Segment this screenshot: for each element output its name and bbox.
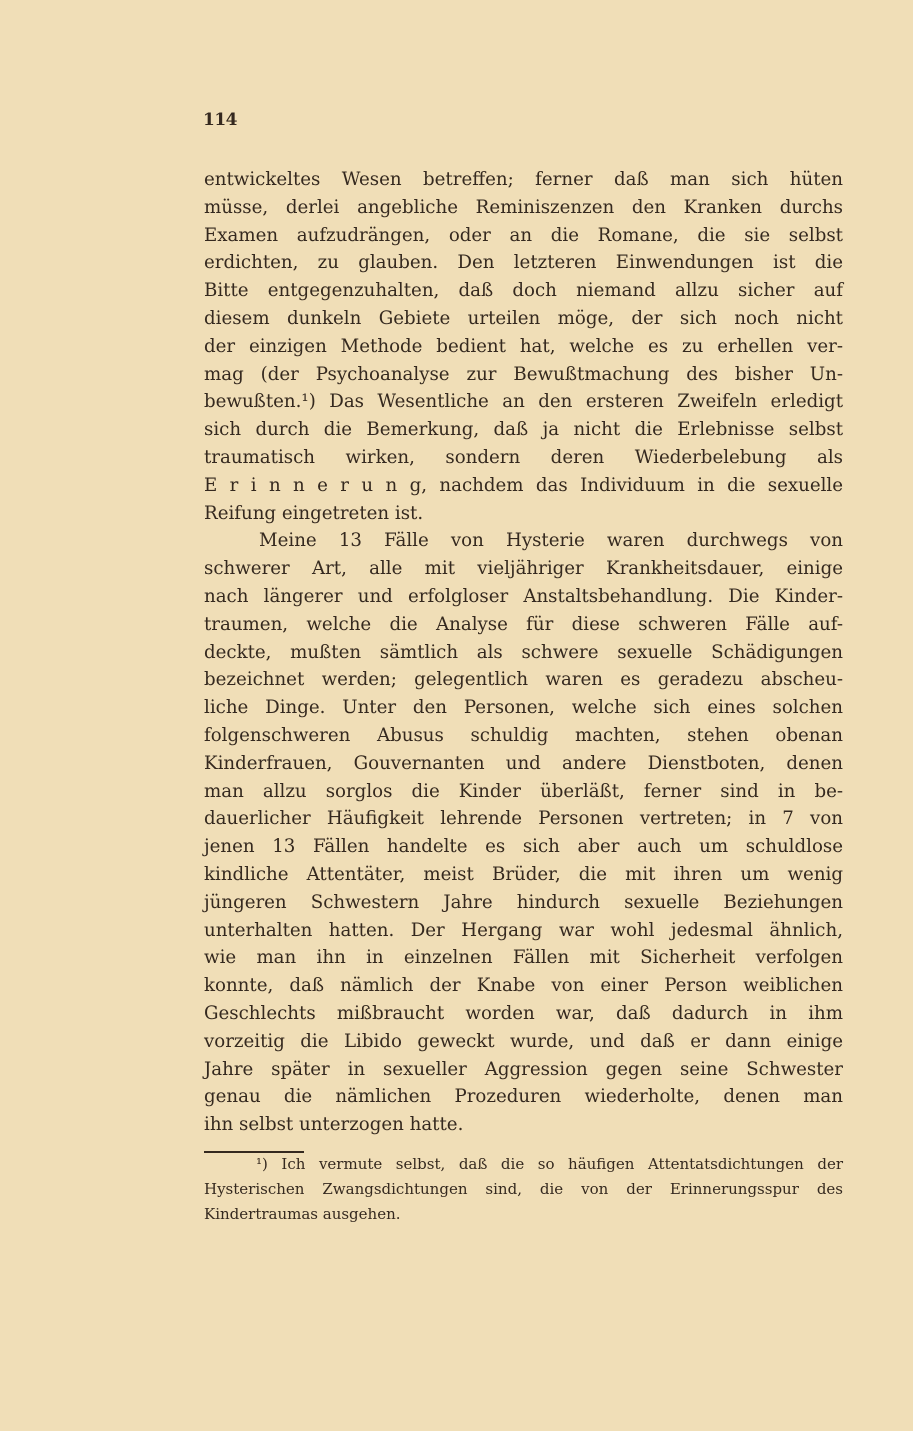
text-line: wie man ihn in einzelnen Fällen mit Sicherheit verfolgen: [204, 947, 843, 969]
text-line: bezeichnet werden; gelegentlich waren es geradezu abscheu-: [204, 669, 843, 691]
text-line: E r i n n e r u n g, nachdem das Individuum in die sexuelle: [204, 474, 843, 496]
footnote-line: Hysterischen Zwangsdichtungen sind, die von der Erinnerungsspur des: [204, 1180, 843, 1198]
text-line: entwickeltes Wesen betreffen; ferner daß man sich hüten: [204, 169, 843, 190]
text-line: der einzigen Methode bedient hat, welche es zu erhellen ver-: [204, 335, 843, 357]
text-line: Kinderfrauen, Gouvernanten und andere Dienstboten, denen: [204, 752, 843, 774]
footnotes: [204, 1152, 843, 1227]
text-line: erdichten, zu glauben. Den letzteren Einwendungen ist die: [204, 252, 843, 274]
text-line: Reifung eingetreten ist.: [204, 502, 424, 524]
text-line: sich durch die Bemerkung, daß ja nicht die Erlebnisse selbst: [204, 419, 843, 441]
text-line: man allzu sorglos die Kinder überläßt, ferner sind in be-: [204, 780, 843, 802]
text-line: diesem dunkeln Gebiete urteilen möge, der sich noch nicht: [204, 307, 843, 329]
text-line: jüngeren Schwestern Jahre hindurch sexuelle Beziehungen: [204, 891, 843, 913]
text-line: bewußten.¹) Das Wesentliche an den ersteren Zweifeln erledigt: [204, 391, 843, 413]
text-line: jenen 13 Fällen handelte es sich aber auch um schuldlose: [204, 836, 843, 858]
text-line: dauerlicher Häufigkeit lehrende Personen vertreten; in 7 von: [204, 808, 843, 830]
text-line: traumatisch wirken, sondern deren Wiederbelebung als: [204, 446, 843, 468]
text-line: mag (der Psychoanalyse zur Bewußtmachung des bisher Un-: [204, 363, 843, 385]
text-line: Bitte entgegenzuhalten, daß doch niemand allzu sicher auf: [204, 280, 843, 302]
text-line: Examen aufzudrängen, oder an die Romane, die sie selbst: [204, 224, 843, 246]
body-text: [204, 166, 843, 1139]
text-line: folgenschweren Abusus schuldig machten, stehen obenan: [204, 724, 843, 746]
footnote-line: Kindertraumas ausgehen.: [204, 1205, 401, 1223]
text-line: nach längerer und erfolgloser Anstaltsbehandlung. Die Kinder-: [204, 585, 843, 607]
text-line: traumen, welche die Analyse für diese schweren Fälle auf-: [204, 613, 843, 635]
text-line: Geschlechts mißbraucht worden war, daß dadurch in ihm: [204, 1002, 843, 1024]
text-line: genau die nämlichen Prozeduren wiederholte, denen man: [204, 1086, 843, 1108]
text-line: liche Dinge. Unter den Personen, welche sich eines solchen: [204, 697, 843, 719]
text-line: müsse, derlei angebliche Reminiszenzen den Kranken durchs: [204, 196, 843, 218]
text-line: schwerer Art, alle mit vieljähriger Krankheitsdauer, einige: [204, 558, 843, 580]
text-line: unterhalten hatten. Der Hergang war wohl jedesmal ähnlich,: [204, 919, 843, 941]
text-line: deckte, mußten sämtlich als schwere sexuelle Schädigungen: [204, 641, 843, 663]
text-line: konnte, daß nämlich der Knabe von einer Person weiblichen: [204, 975, 843, 997]
page-number: 114: [203, 110, 237, 130]
text-line: ihn selbst unterzogen hatte.: [204, 1114, 464, 1136]
text-line: kindliche Attentäter, meist Brüder, die mit ihren um wenig: [204, 863, 843, 885]
text-line: Jahre später in sexueller Aggression gegen seine Schwester: [204, 1058, 843, 1080]
text-line: vorzeitig die Libido geweckt wurde, und daß er dann einige: [204, 1030, 843, 1052]
text-line: Meine 13 Fälle von Hysterie waren durchwegs von: [259, 530, 843, 552]
footnote-line: ¹) Ich vermute selbst, daß die so häufigen Attentatsdichtungen der: [256, 1155, 843, 1173]
